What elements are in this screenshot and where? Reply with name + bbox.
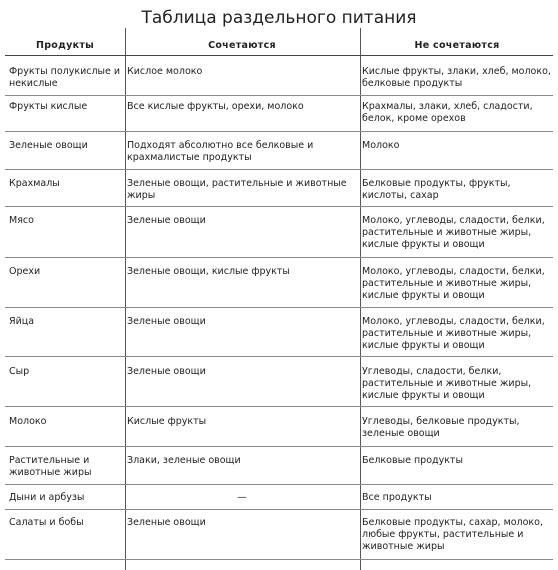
header-not-combines: Не сочетаются [414, 40, 500, 51]
row-separator [5, 206, 553, 207]
table-cell-product: Салаты и бобы [9, 517, 84, 528]
row-separator [5, 356, 553, 357]
table-cell-product: Дыни и арбузы [9, 492, 85, 503]
row-separator [5, 131, 553, 132]
table-cell-not-combines: Белковые продукты, фрукты, кислоты, сахар [362, 178, 511, 201]
row-separator [5, 95, 553, 96]
table-cell-product: Сыр [9, 366, 30, 377]
table-cell-not-combines: Молоко, углеводы, сладости, белки, растительные и животные жиры, кислые фрукты и овощи [362, 266, 545, 301]
table-cell-product: Фрукты полукислые и некислые [9, 66, 121, 89]
table-cell-product: Зеленые овощи [9, 140, 88, 151]
table-cell-not-combines: Белковые продукты [362, 455, 463, 466]
row-separator [5, 559, 553, 560]
table-cell-combines: Кислые фрукты [127, 416, 207, 427]
table-cell-combines: Подходят абсолютно все белковые и крахмалистые продукты [127, 140, 314, 163]
table-cell-not-combines: Углеводы, белковые продукты, зеленые овощи [362, 416, 520, 439]
header-combines: Сочетаются [208, 40, 276, 51]
table-cell-product: Яйца [9, 316, 35, 327]
table-cell-combines: Зеленые овощи [127, 366, 206, 377]
table-cell-not-combines: Кислые фрукты, злаки, хлеб, молоко, белковые продукты [362, 66, 551, 89]
table-cell-combines: Зеленые овощи, кислые фрукты [127, 266, 290, 277]
table-cell-not-combines: Крахмалы, злаки, хлеб, сладости, белок, кроме орехов [362, 101, 533, 124]
row-separator [5, 169, 553, 170]
column-divider-2 [360, 28, 361, 570]
table-cell-product: Крахмалы [9, 178, 60, 189]
table-cell-combines: Зеленые овощи [127, 517, 206, 528]
table-cell-not-combines: Молоко [362, 140, 400, 151]
column-divider-1 [125, 28, 126, 570]
table-cell-product: Растительные и животные жиры [9, 455, 92, 478]
row-separator [5, 484, 553, 485]
row-separator [5, 257, 553, 258]
table-cell-not-combines: Молоко, углеводы, сладости, белки, растительные и животные жиры, кислые фрукты и овощи [362, 316, 545, 351]
row-separator [5, 307, 553, 308]
row-separator [5, 446, 553, 447]
header-products: Продукты [35, 40, 95, 51]
table-cell-combines: Зеленые овощи, растительные и животные жиры [127, 178, 347, 201]
table-cell-combines: Кислое молоко [127, 66, 203, 77]
table-cell-product: Фрукты кислые [9, 101, 88, 112]
row-separator [5, 406, 553, 407]
table-cell-combines: Зеленые овощи [127, 215, 206, 226]
table-cell-combines: Все кислые фрукты, орехи, молоко [127, 101, 304, 112]
table-cell-not-combines: Углеводы, сладости, белки, растительные и животные жиры, кислые фрукты и овощи [362, 366, 532, 401]
page-title: Таблица раздельного питания [141, 8, 417, 28]
table-cell-combines: — [237, 492, 247, 503]
table-cell-not-combines: Молоко, углеводы, сладости, белки, растительные и животные жиры, кислые фрукты и овощи [362, 215, 545, 250]
table-cell-not-combines: Все продукты [362, 492, 432, 503]
row-separator [5, 509, 553, 510]
table-cell-combines: Зеленые овощи [127, 316, 206, 327]
table-cell-not-combines: Белковые продукты, сахар, молоко, любые фрукты, растительные и животные жиры [362, 517, 543, 552]
table-cell-product: Молоко [9, 416, 47, 427]
table-cell-product: Орехи [9, 266, 41, 277]
header-separator [5, 55, 553, 56]
table-cell-combines: Злаки, зеленые овощи [127, 455, 241, 466]
table-cell-product: Мясо [9, 215, 34, 226]
